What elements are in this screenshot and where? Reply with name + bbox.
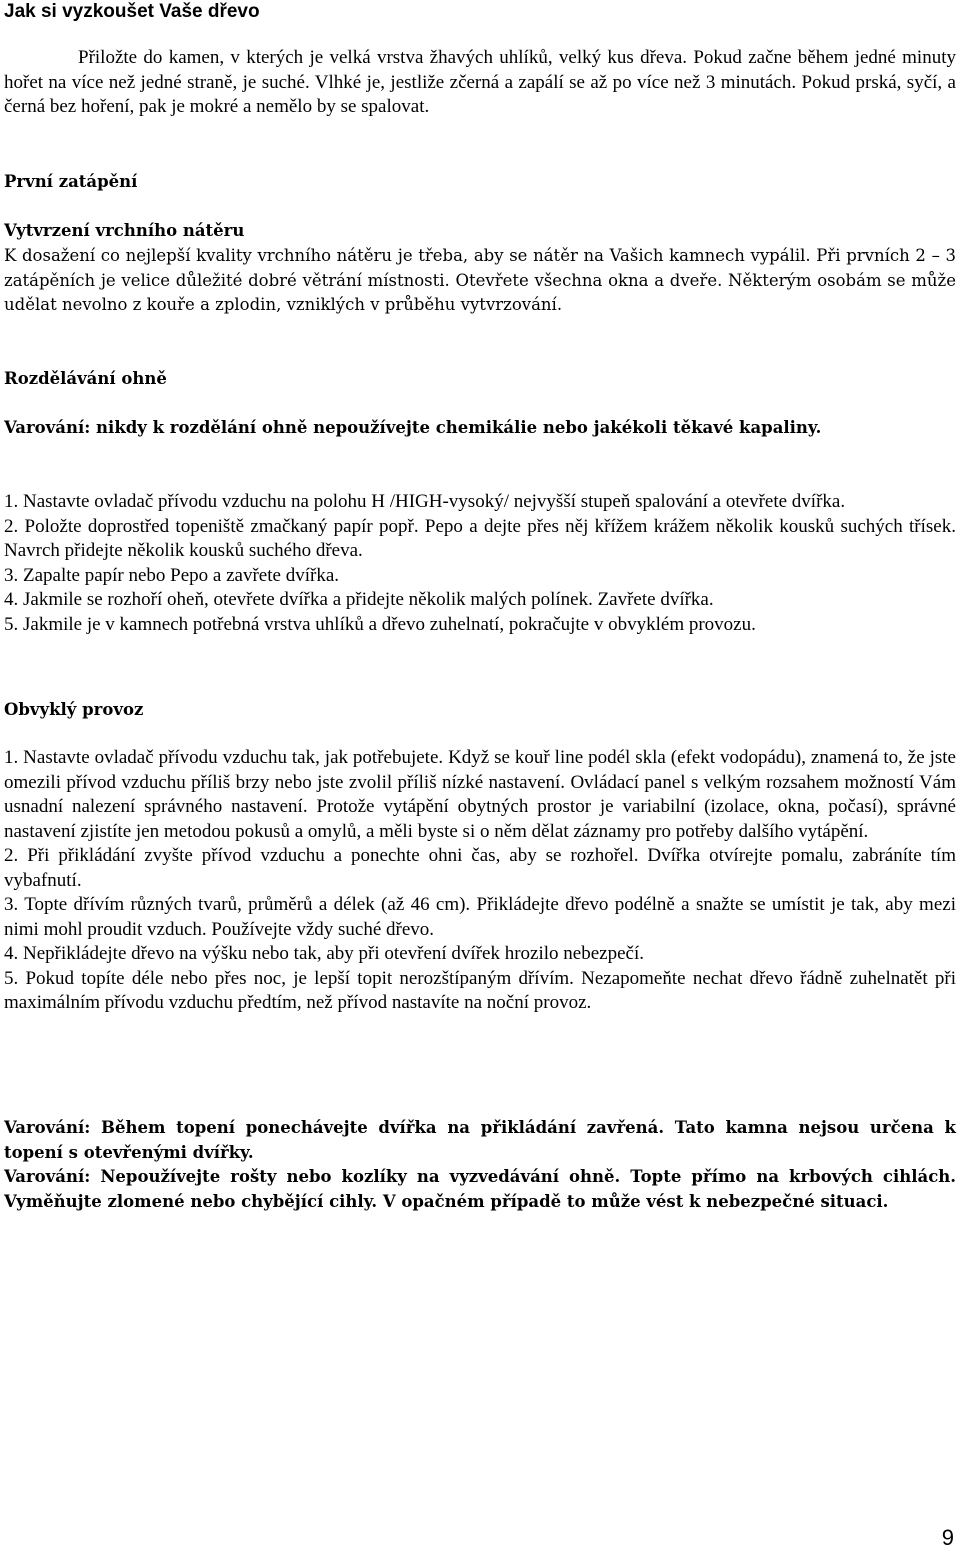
list-item: 2. Položte doprostřed topeniště zmačkaný papír popř. Pepo a dejte přes něj křížem krážem několik kousků suchých třísek. Navrch přidejte několik kousků suchého dřeva.	[4, 515, 956, 561]
subsection-title-coating: Vytvrzení vrchního nátěru	[4, 221, 245, 240]
list-item: 4. Jakmile se rozhoří oheň, otevřete dvířka a přidejte několik malých polínek. Zavřete dvířka.	[4, 589, 714, 610]
section-title-normal-operation: Obvyklý provoz	[4, 700, 144, 719]
list-item: 3. Zapalte papír nebo Pepo a zavřete dvířka.	[4, 564, 339, 586]
list-item: 3. Topte dřívím různých tvarů, průměrů a délek (až 46 cm). Přikládejte dřevo podélně a snažte se umístit je tak, aby mezi nimi mohl proudit vzduch. Používejte vždy suché dřevo.	[4, 894, 956, 940]
operation-warning-door: Varování: Během topení ponechávejte dvířka na přikládání zavřená. Tato kamna nejsou určena k topení s otevřenými dvířky.	[4, 1118, 956, 1162]
list-item: 4. Nepřikládejte dřevo na výšku nebo tak, aby při otevření dvířek hrozilo nebezpečí.	[4, 943, 644, 964]
list-item: 1. Nastavte ovladač přívodu vzduchu na polohu H /HIGH-vysoký/ nejvyšší stupeň spalování a otevřete dvířka.	[4, 491, 846, 512]
list-item: 2. Při přikládání zvyšte přívod vzduchu a ponechte ohni čas, aby se rozhořel. Dvířka otvírejte pomalu, zabráníte tím vybafnutí.	[4, 845, 956, 891]
list-item: 5. Pokud topíte déle nebo přes noc, je lepší topit nerozštípaným dřívím. Nezapomeňte nechat dřevo řádně zuhelnatět při maximálním přívodu vzduchu předtím, než přívod nastavíte na noční provoz.	[4, 967, 956, 1013]
operation-warning-grates: Varování: Nepoužívejte rošty nebo kozlíky na vyzvedávání ohně. Topte přímo na krbových cihlách. Vyměňujte zlomené nebo chybějící cihly. V opačném případě to může vést k nebezpečné situaci.	[4, 1167, 956, 1211]
intro-paragraph: Přiložte do kamen, v kterých je velká vrstva žhavých uhlíků, velký kus dřeva. Pokud začne během jedné minuty hořet na více než jedné straně, je suché. Vlhké je, jestliže zčerná a zapálí se až po více než 3 minutách. Pokud prská, syčí, a černá bez hoření, pak je mokré a nemělo by se spalovat.	[4, 47, 956, 117]
lighting-warning: Varování: nikdy k rozdělání ohně nepoužívejte chemikálie nebo jakékoli těkavé kapaliny.	[4, 418, 822, 437]
list-item: 5. Jakmile je v kamnech potřebná vrstva uhlíků a dřevo zuhelnatí, pokračujte v obvyklém provozu.	[4, 613, 756, 635]
page-number: 9	[941, 1525, 954, 1550]
section-title-lighting: Rozdělávání ohně	[4, 369, 167, 388]
coating-paragraph: K dosažení co nejlepší kvality vrchního nátěru je třeba, aby se nátěr na Vašich kamnech vypálil. Při prvních 2 – 3 zatápěních je velice důležité dobré větrání místnosti. Otevřete všechna okna a dveře. Některým osobám se může udělat nevolno z kouře a zplodin, vzniklých v průběhu vytvrzování.	[4, 246, 956, 314]
list-item: 1. Nastavte ovladač přívodu vzduchu tak, jak potřebujete. Když se kouř line podél skla (efekt vodopádu), znamená to, že jste omezili přívod vzduchu příliš brzy nebo jste zvolil příliš nízké nastavení. Ovládací panel s velkým rozsahem možností Vám usnadní nalezení správného nastavení. Protože vytápění obytných prostor je variabilní (izolace, okna, počasí), správné nastavení zjistíte jen metodou pokusů a omylů, a měli byste si o něm dělat záznamy pro potřeby dalšího vytápění.	[4, 747, 956, 842]
section-title-first-firing: První zatápění	[4, 172, 138, 191]
page-heading: Jak si vyzkoušet Vaše dřevo	[4, 1, 260, 22]
lighting-steps-list	[4, 490, 956, 637]
normal-steps-list	[4, 746, 956, 1016]
